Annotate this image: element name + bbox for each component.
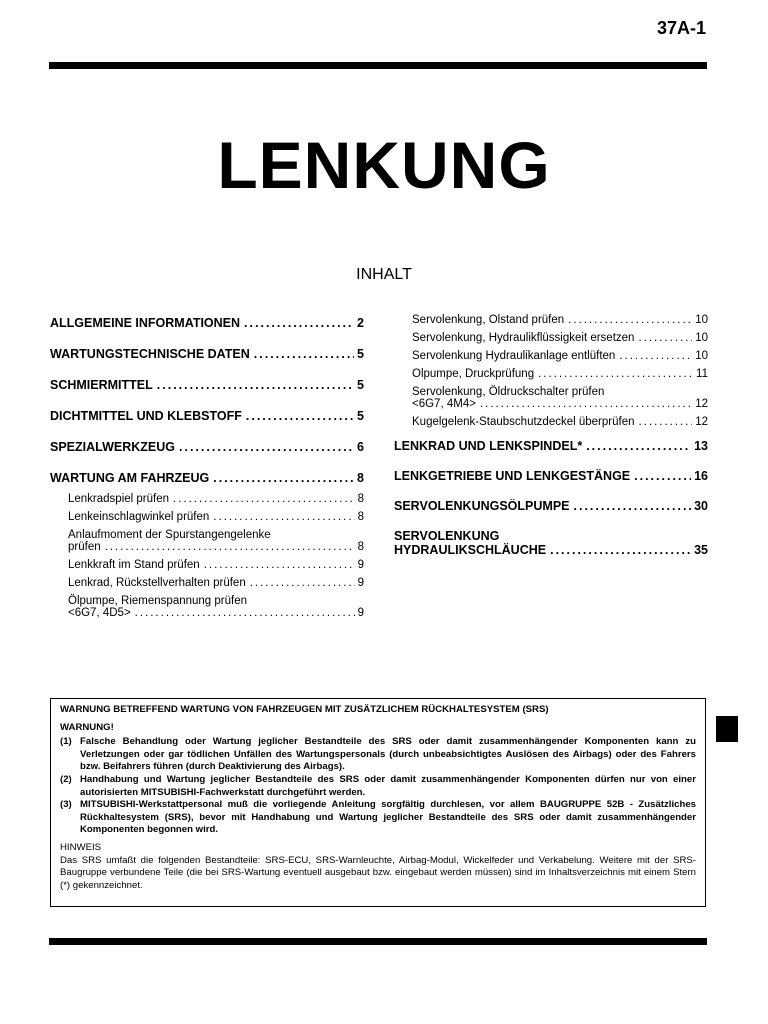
toc-entry-label: Lenkkraft im Stand prüfen bbox=[68, 559, 200, 571]
toc-entry[interactable] bbox=[50, 529, 364, 553]
toc-leader-dots bbox=[638, 332, 692, 344]
toc-page-number: 12 bbox=[695, 416, 708, 428]
toc-entry[interactable] bbox=[50, 559, 364, 571]
toc-leader-dots bbox=[246, 409, 354, 423]
toc-entry-label: WARTUNG AM FAHRZEUG bbox=[50, 471, 210, 485]
warning-item-text: MITSUBISHI-Werkstattpersonal muß die vorliegende Anleitung sorgfältig durchlesen, vor allem BAUGRUPPE 52B - Zusätzliches Rückhaltesystem (SRS), bevor mit Handhabung und Wartung jeglicher Bestandteile des SRS oder damit zusammenhängender Komponenten begonnen wird. bbox=[80, 799, 696, 836]
toc-entry[interactable] bbox=[50, 347, 364, 361]
toc-entry-label: Lenkrad, Rückstellverhalten prüfen bbox=[68, 577, 246, 589]
toc-page-number: 10 bbox=[695, 350, 708, 362]
toc-entry-label-line: Anlaufmoment der Spurstangengelenke bbox=[68, 529, 271, 541]
toc-leader-dots bbox=[634, 469, 691, 483]
toc-entry[interactable] bbox=[50, 511, 364, 523]
toc-entry[interactable] bbox=[50, 471, 364, 485]
toc-leader-dots bbox=[619, 350, 692, 362]
toc-page-number: 30 bbox=[694, 499, 708, 513]
toc-page-number: 8 bbox=[357, 511, 364, 523]
toc-entry[interactable] bbox=[394, 314, 708, 326]
toc-page-number: 5 bbox=[357, 409, 364, 423]
toc-entry-label: Lenkradspiel prüfen bbox=[68, 493, 170, 505]
warning-item bbox=[60, 799, 696, 837]
toc-leader-dots bbox=[173, 493, 355, 505]
warning-label: WARNUNG! bbox=[60, 721, 114, 733]
toc-entry-label: Servolenkung, Hydraulikflüssigkeit ersetzen bbox=[412, 332, 635, 344]
toc-entry-label: <6G7, 4M4> bbox=[412, 398, 476, 410]
toc-entry[interactable] bbox=[394, 368, 708, 380]
toc-entry[interactable] bbox=[394, 469, 708, 483]
page-title: LENKUNG bbox=[217, 128, 551, 202]
warning-item bbox=[60, 736, 696, 774]
bottom-rule bbox=[49, 938, 707, 945]
toc-entry-label: LENKRAD UND LENKSPINDEL* bbox=[394, 439, 583, 453]
toc-leader-dots bbox=[204, 559, 355, 571]
toc-leader-dots bbox=[135, 607, 355, 619]
toc-entry-label: Lenkeinschlagwinkel prüfen bbox=[68, 511, 210, 523]
toc-entry-label: WARTUNGSTECHNISCHE DATEN bbox=[50, 347, 250, 361]
toc-entry[interactable] bbox=[50, 493, 364, 505]
toc-page-number: 13 bbox=[694, 439, 708, 453]
toc-entry-label: Servolenkung Hydraulikanlage entlüften bbox=[412, 350, 616, 362]
toc-entry-label-line: SERVOLENKUNG bbox=[394, 529, 500, 543]
note-label: HINWEIS bbox=[60, 841, 102, 853]
toc-leader-dots bbox=[254, 347, 354, 361]
toc-leader-dots bbox=[638, 416, 692, 428]
toc-page-number: 35 bbox=[694, 543, 708, 557]
warning-item-number: (3) bbox=[60, 799, 72, 811]
toc-leader-dots bbox=[550, 543, 691, 557]
warning-item-text: Handhabung und Wartung jeglicher Bestandteile des SRS oder damit zusammenhängender Komponenten dürfen nur von einer autorisierten MITSUBISHI-Fachwerkstatt durchgeführt werden. bbox=[80, 773, 696, 798]
toc-page-number: 9 bbox=[357, 607, 364, 619]
warning-item bbox=[60, 774, 696, 799]
contents-heading: INHALT bbox=[356, 266, 412, 283]
toc-entry-label: prüfen bbox=[68, 541, 101, 553]
toc-entry[interactable] bbox=[394, 529, 708, 557]
toc-leader-dots bbox=[244, 316, 354, 330]
toc-entry-label: LENKGETRIEBE UND LENKGESTÄNGE bbox=[394, 469, 631, 483]
page-number: 37A-1 bbox=[656, 18, 706, 38]
toc-entry-label: Servolenkung, Ölstand prüfen bbox=[412, 314, 565, 326]
note-text: Das SRS umfaßt die folgenden Bestandteile: SRS-ECU, SRS-Warnleuchte, Airbag-Modul, Wickelfeder und Verkabelung. Weitere mit der SRS-Baugruppe verbundene Teile (die bei SRS-Wartung eventuell ausgebaut bzw. eingebaut werden müssen) sind im Inhaltsverzeichnis mit einem Stern (*) gekennzeichnet. bbox=[60, 854, 696, 891]
toc-leader-dots bbox=[157, 378, 354, 392]
toc-leader-dots bbox=[586, 439, 691, 453]
toc-right-column bbox=[394, 314, 708, 557]
toc-entry[interactable] bbox=[50, 595, 364, 619]
toc-entry-label-line: Ölpumpe, Riemenspannung prüfen bbox=[68, 595, 248, 607]
toc-entry-label: ALLGEMEINE INFORMATIONEN bbox=[50, 316, 241, 330]
toc-entry-label: HYDRAULIKSCHLÄUCHE bbox=[394, 543, 547, 557]
toc-page-number: 10 bbox=[695, 332, 708, 344]
section-tab-marker bbox=[716, 716, 738, 742]
toc-entry[interactable] bbox=[50, 409, 364, 423]
toc-left-column bbox=[50, 316, 364, 619]
toc-entry-label: Ölpumpe, Druckprüfung bbox=[412, 368, 535, 380]
toc-entry[interactable] bbox=[394, 332, 708, 344]
toc-leader-dots bbox=[250, 577, 355, 589]
toc-entry-label: SCHMIERMITTEL bbox=[50, 378, 153, 392]
toc-leader-dots bbox=[538, 368, 693, 380]
warning-item-number: (1) bbox=[60, 736, 72, 748]
toc-leader-dots bbox=[179, 440, 354, 454]
toc-page-number: 8 bbox=[357, 471, 364, 485]
toc-entry[interactable] bbox=[50, 316, 364, 330]
toc-entry-label-line: Servolenkung, Öldruckschalter prüfen bbox=[412, 386, 605, 398]
toc-leader-dots bbox=[213, 471, 354, 485]
toc-leader-dots bbox=[213, 511, 354, 523]
toc-page-number: 5 bbox=[357, 378, 364, 392]
warning-item-number: (2) bbox=[60, 773, 72, 785]
toc-page-number: 16 bbox=[694, 469, 708, 483]
toc-entry-label: Kugelgelenk-Staubschutzdeckel überprüfen bbox=[412, 416, 635, 428]
top-rule bbox=[49, 62, 707, 69]
warning-item-text: Falsche Behandlung oder Wartung jeglicher Bestandteile des SRS oder damit zusammenhängender Komponenten kann zu Verletzungen oder gar tödlichen Unfällen des Wartungspersonals (durch unbeabsichtigtes Auslösen des Airbags) oder des Fahrers bzw. Beifahrers führen (durch Deaktivierung des Airbags). bbox=[80, 736, 696, 773]
toc-page-number: 12 bbox=[695, 398, 708, 410]
srs-warning-box bbox=[50, 698, 706, 907]
toc-leader-dots bbox=[568, 314, 692, 326]
toc-entry-label: <6G7, 4D5> bbox=[68, 607, 131, 619]
toc-entry[interactable] bbox=[394, 416, 708, 428]
toc-page-number: 10 bbox=[695, 314, 708, 326]
toc-entry[interactable] bbox=[394, 499, 708, 513]
toc-page-number: 2 bbox=[357, 316, 364, 330]
toc-entry[interactable] bbox=[50, 440, 364, 454]
toc-entry[interactable] bbox=[50, 378, 364, 392]
toc-page-number: 8 bbox=[357, 493, 364, 505]
toc-page-number: 11 bbox=[696, 368, 708, 380]
toc-entry-label: DICHTMITTEL UND KLEBSTOFF bbox=[50, 409, 242, 423]
toc-page-number: 6 bbox=[357, 440, 364, 454]
toc-leader-dots bbox=[105, 541, 355, 553]
toc-page-number: 8 bbox=[357, 541, 364, 553]
toc-entry-label: SERVOLENKUNGSÖLPUMPE bbox=[394, 499, 570, 513]
toc-entry[interactable] bbox=[394, 386, 708, 410]
toc-entry[interactable] bbox=[394, 350, 708, 362]
toc-entry[interactable] bbox=[394, 439, 708, 453]
toc-page-number: 5 bbox=[357, 347, 364, 361]
toc-page-number: 9 bbox=[357, 559, 364, 571]
warning-heading: WARNUNG BETREFFEND WARTUNG VON FAHRZEUGEN MIT ZUSÄTZLICHEM RÜCKHALTESYSTEM (SRS) bbox=[60, 704, 549, 715]
toc-entry[interactable] bbox=[50, 577, 364, 589]
toc-entry-label: SPEZIALWERKZEUG bbox=[50, 440, 176, 454]
toc-page-number: 9 bbox=[357, 577, 364, 589]
toc-leader-dots bbox=[480, 398, 692, 410]
toc-leader-dots bbox=[574, 499, 692, 513]
